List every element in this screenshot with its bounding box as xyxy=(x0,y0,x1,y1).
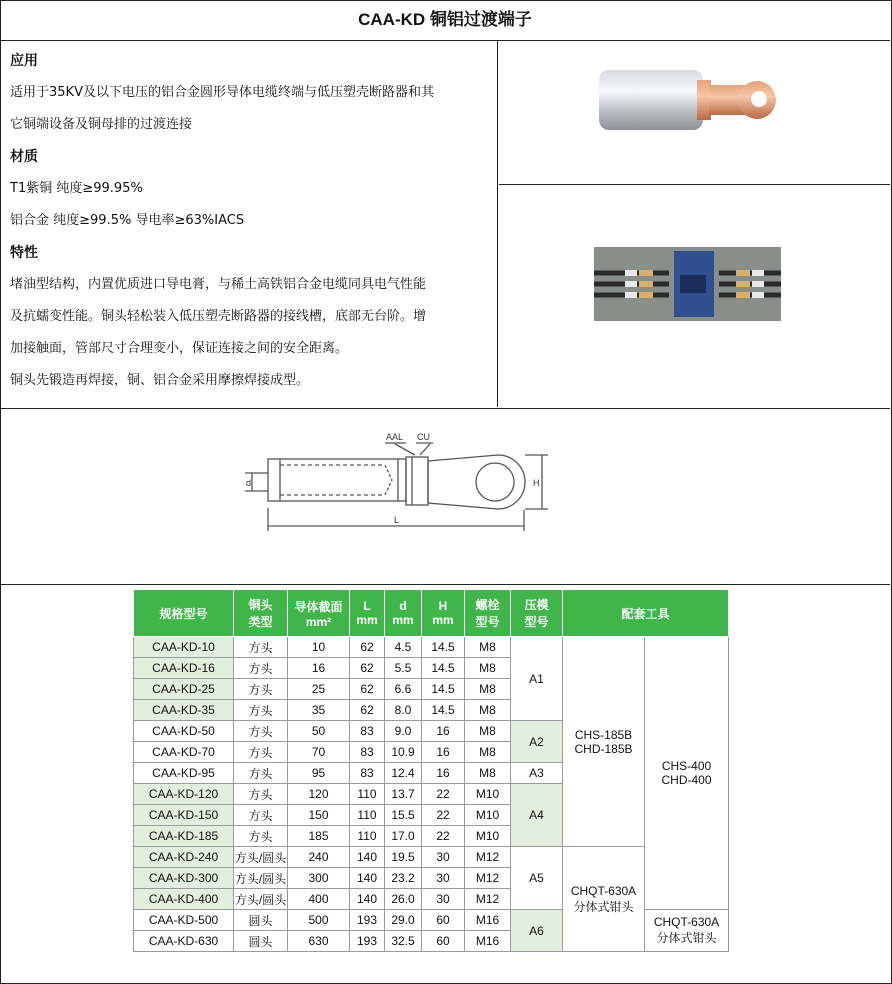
page-title: CAA-KD 铜铝过渡端子 xyxy=(0,0,890,41)
cell-d: 17.0 xyxy=(385,826,422,847)
cell-head-type: 圆头 xyxy=(234,910,288,931)
table-row xyxy=(134,637,729,658)
cell-h: 30 xyxy=(422,847,465,868)
application-line: 它铜端设备及铜母排的过渡连接 xyxy=(10,117,193,132)
cell-d: 10.9 xyxy=(385,742,422,763)
col-header-l: L mm xyxy=(350,590,385,637)
cell-bolt: M8 xyxy=(465,658,511,679)
cell-l: 110 xyxy=(350,805,385,826)
cell-model: CAA-KD-50 xyxy=(134,721,234,742)
cell-l: 140 xyxy=(350,847,385,868)
cell-section: 185 xyxy=(288,826,350,847)
cell-h: 16 xyxy=(422,721,465,742)
col-header-d: d mm xyxy=(385,590,422,637)
cell-head-type: 方头 xyxy=(234,658,288,679)
cell-bolt: M10 xyxy=(465,826,511,847)
col-header-bolt: 螺栓 型号 xyxy=(465,590,511,637)
cell-die: A6 xyxy=(511,910,563,952)
cell-model: CAA-KD-35 xyxy=(134,700,234,721)
cell-head-type: 方头 xyxy=(234,784,288,805)
cell-section: 25 xyxy=(288,679,350,700)
cell-section: 70 xyxy=(288,742,350,763)
cell-bolt: M8 xyxy=(465,637,511,658)
cell-bolt: M8 xyxy=(465,700,511,721)
technical-drawing xyxy=(0,408,890,585)
spec-table-area xyxy=(0,584,890,982)
cell-die: A1 xyxy=(511,637,563,721)
cell-head-type: 方头 xyxy=(234,763,288,784)
cell-model: CAA-KD-120 xyxy=(134,784,234,805)
cell-head-type: 圆头 xyxy=(234,931,288,952)
terminal-photo-image xyxy=(499,41,890,184)
cell-bolt: M8 xyxy=(465,679,511,700)
cell-section: 400 xyxy=(288,889,350,910)
col-header-tools: 配套工具 xyxy=(563,590,729,637)
cell-l: 193 xyxy=(350,931,385,952)
cell-d: 32.5 xyxy=(385,931,422,952)
cell-model: CAA-KD-500 xyxy=(134,910,234,931)
cell-section: 500 xyxy=(288,910,350,931)
breaker-photo-image xyxy=(499,185,890,407)
cell-head-type: 方头 xyxy=(234,721,288,742)
cell-l: 140 xyxy=(350,889,385,910)
description-panel xyxy=(0,41,498,407)
cell-head-type: 方头 xyxy=(234,742,288,763)
cell-section: 10 xyxy=(288,637,350,658)
cell-die: A2 xyxy=(511,721,563,763)
cell-h: 22 xyxy=(422,805,465,826)
cell-model: CAA-KD-240 xyxy=(134,847,234,868)
cell-model: CAA-KD-70 xyxy=(134,742,234,763)
cell-h: 30 xyxy=(422,889,465,910)
table-row xyxy=(134,847,729,868)
cell-l: 110 xyxy=(350,826,385,847)
cell-d: 15.5 xyxy=(385,805,422,826)
cell-bolt: M12 xyxy=(465,889,511,910)
cell-head-type: 方头 xyxy=(234,805,288,826)
col-header-section: 导体截面 mm² xyxy=(288,590,350,637)
cell-l: 62 xyxy=(350,637,385,658)
col-header-die: 压模 型号 xyxy=(511,590,563,637)
cell-head-type: 方头/圆头 xyxy=(234,847,288,868)
cell-h: 16 xyxy=(422,742,465,763)
cell-d: 26.0 xyxy=(385,889,422,910)
cell-head-type: 方头 xyxy=(234,637,288,658)
spec-table xyxy=(133,589,729,952)
cell-tool-a1: CHS-185B CHD-185B xyxy=(563,637,645,847)
cell-section: 300 xyxy=(288,868,350,889)
material-line: 铝合金 纯度≥99.5% 导电率≥63%IACS xyxy=(10,213,245,228)
cell-l: 110 xyxy=(350,784,385,805)
cell-l: 193 xyxy=(350,910,385,931)
cell-model: CAA-KD-400 xyxy=(134,889,234,910)
feature-heading: 特性 xyxy=(10,245,38,261)
terminal-drawing xyxy=(0,409,890,584)
cell-l: 140 xyxy=(350,868,385,889)
feature-line: 加接触面，管部尺寸合理变小，保证连接之间的安全距离。 xyxy=(10,341,349,356)
cell-d: 23.2 xyxy=(385,868,422,889)
cell-l: 83 xyxy=(350,721,385,742)
cell-d: 12.4 xyxy=(385,763,422,784)
breaker-photo xyxy=(499,185,890,407)
cell-section: 16 xyxy=(288,658,350,679)
cell-die: A5 xyxy=(511,847,563,910)
cell-bolt: M10 xyxy=(465,805,511,826)
cell-head-type: 方头/圆头 xyxy=(234,889,288,910)
cell-section: 120 xyxy=(288,784,350,805)
cell-l: 83 xyxy=(350,763,385,784)
cell-h: 16 xyxy=(422,763,465,784)
cell-h: 14.5 xyxy=(422,658,465,679)
cell-l: 62 xyxy=(350,700,385,721)
cell-section: 630 xyxy=(288,931,350,952)
cell-d: 4.5 xyxy=(385,637,422,658)
cell-d: 29.0 xyxy=(385,910,422,931)
label-l: L xyxy=(394,515,400,525)
cell-head-type: 方头 xyxy=(234,700,288,721)
cell-l: 83 xyxy=(350,742,385,763)
cell-tool-b1: CHQT-630A 分体式钳头 xyxy=(563,847,645,952)
label-h: H xyxy=(533,478,540,488)
col-header-model: 规格型号 xyxy=(134,590,234,637)
cell-model: CAA-KD-25 xyxy=(134,679,234,700)
cell-h: 22 xyxy=(422,826,465,847)
cell-h: 14.5 xyxy=(422,700,465,721)
cell-section: 95 xyxy=(288,763,350,784)
cell-head-type: 方头/圆头 xyxy=(234,868,288,889)
cell-tool-a2: CHS-400 CHD-400 xyxy=(645,637,729,910)
cell-bolt: M8 xyxy=(465,721,511,742)
cell-d: 19.5 xyxy=(385,847,422,868)
cell-section: 50 xyxy=(288,721,350,742)
cell-section: 240 xyxy=(288,847,350,868)
cell-model: CAA-KD-16 xyxy=(134,658,234,679)
feature-line: 堵油型结构，内置优质进口导电膏，与稀土高铁铝合金电缆同具电气性能 xyxy=(10,277,427,292)
material-line: T1紫铜 纯度≥99.95% xyxy=(10,181,143,196)
cell-d: 13.7 xyxy=(385,784,422,805)
cell-model: CAA-KD-95 xyxy=(134,763,234,784)
terminal-photo xyxy=(499,41,890,185)
application-line: 适用于35KV及以下电压的铝合金圆形导体电缆终端与低压塑壳断路器和其 xyxy=(10,85,434,100)
cell-bolt: M12 xyxy=(465,868,511,889)
cell-h: 60 xyxy=(422,931,465,952)
cell-h: 14.5 xyxy=(422,679,465,700)
feature-line: 铜头先锻造再焊接，铜、铝合金采用摩擦焊接成型。 xyxy=(10,373,310,388)
cell-bolt: M12 xyxy=(465,847,511,868)
feature-line: 及抗蠕变性能。铜头轻松装入低压塑壳断路器的接线槽，底部无台阶。增 xyxy=(10,309,427,324)
label-aal: AAL xyxy=(386,432,404,442)
cell-model: CAA-KD-630 xyxy=(134,931,234,952)
cell-bolt: M16 xyxy=(465,931,511,952)
col-header-head-type: 铜头 类型 xyxy=(234,590,288,637)
cell-d: 9.0 xyxy=(385,721,422,742)
cell-h: 14.5 xyxy=(422,637,465,658)
cell-h: 30 xyxy=(422,868,465,889)
material-heading: 材质 xyxy=(10,149,38,165)
cell-section: 35 xyxy=(288,700,350,721)
cell-section: 150 xyxy=(288,805,350,826)
cell-die: A4 xyxy=(511,784,563,847)
cell-bolt: M8 xyxy=(465,763,511,784)
cell-d: 6.6 xyxy=(385,679,422,700)
cell-d: 5.5 xyxy=(385,658,422,679)
cell-head-type: 方头 xyxy=(234,679,288,700)
label-d: d xyxy=(246,478,252,488)
cell-l: 62 xyxy=(350,679,385,700)
cell-model: CAA-KD-10 xyxy=(134,637,234,658)
cell-l: 62 xyxy=(350,658,385,679)
cell-h: 22 xyxy=(422,784,465,805)
cell-die: A3 xyxy=(511,763,563,784)
cell-model: CAA-KD-150 xyxy=(134,805,234,826)
col-header-h: H mm xyxy=(422,590,465,637)
label-cu: CU xyxy=(417,432,430,442)
application-heading: 应用 xyxy=(10,53,38,69)
cell-tool-b2: CHQT-630A 分体式钳头 xyxy=(645,910,729,952)
cell-head-type: 方头 xyxy=(234,826,288,847)
cell-bolt: M8 xyxy=(465,742,511,763)
cell-model: CAA-KD-185 xyxy=(134,826,234,847)
cell-bolt: M16 xyxy=(465,910,511,931)
cell-h: 60 xyxy=(422,910,465,931)
cell-d: 8.0 xyxy=(385,700,422,721)
cell-model: CAA-KD-300 xyxy=(134,868,234,889)
cell-bolt: M10 xyxy=(465,784,511,805)
